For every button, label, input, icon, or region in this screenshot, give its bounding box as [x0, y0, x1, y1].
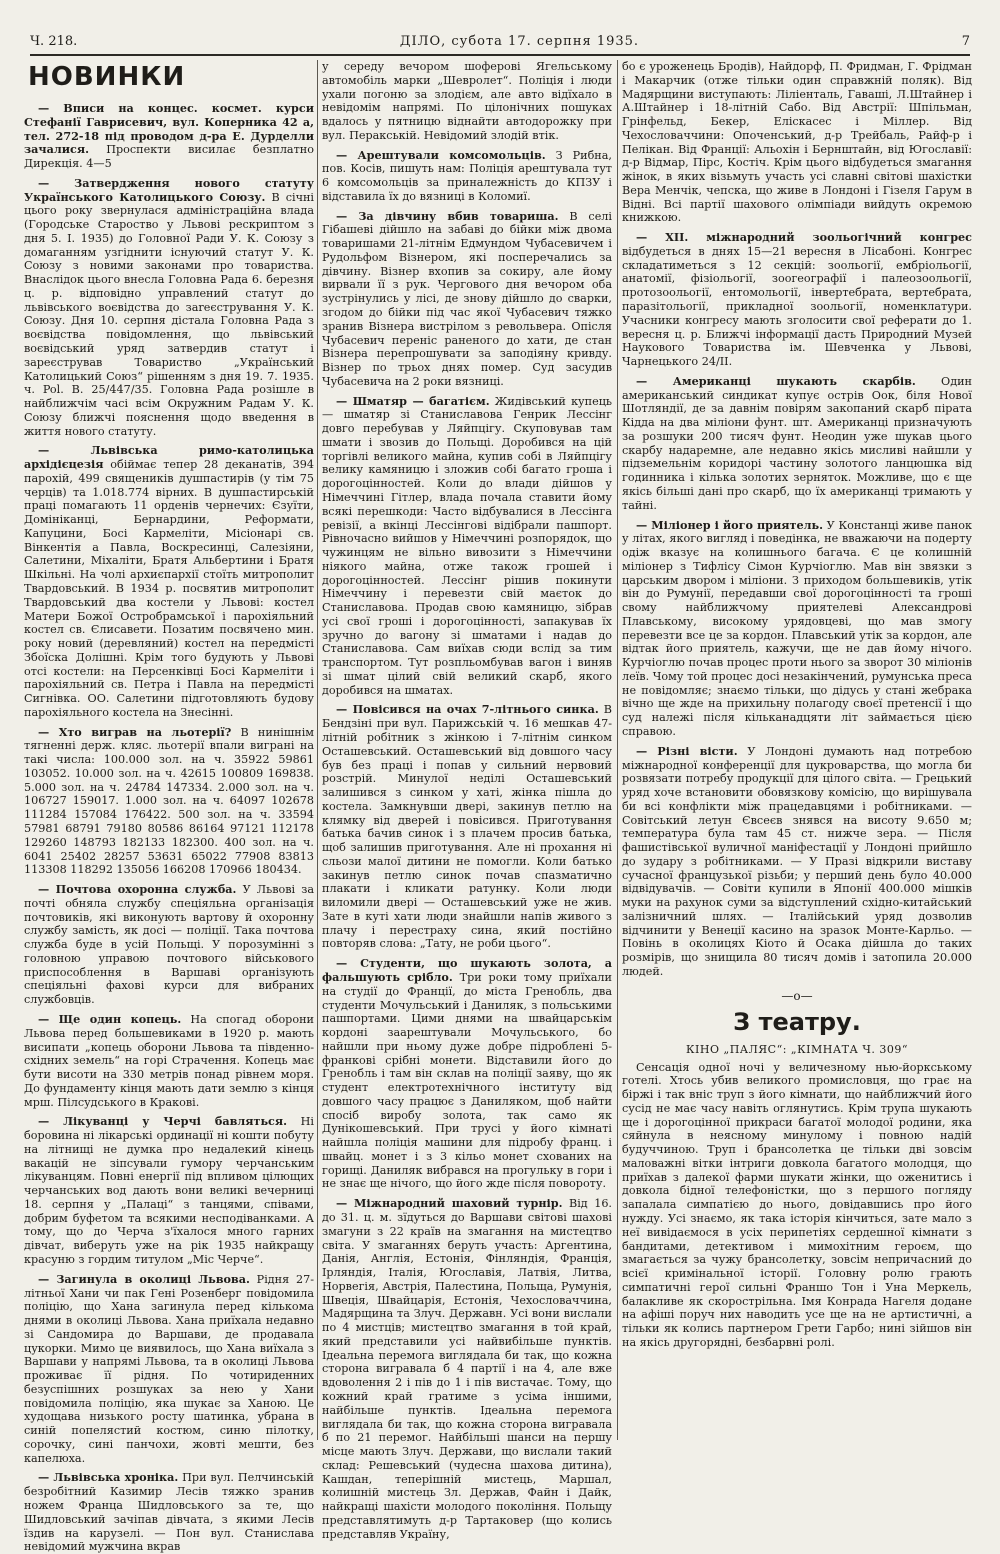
news-item-body: обіймає тепер 28 деканатів, 394 парохій, 499 священиків душпастирів (у тім 75 черців) та 1.018.774 вірних. В душпастирській праці помагають 11 орденів чернечих: Єзуїти, Домініканці, Бернардини, Реформати, Капуцини, Босі Кармеліти, Місіонарі св. Вінкентія а Павла, Воскресинці, Салезіяни, Салетини, Міхаліти, Братя Альбертини і Братя Шкільні. На чолі архиєпархії стоїть митрополит Твардовський. В 1934 р. посвятив митрополит Твардовський два костели у Львові: костел Матери Божої Остробрамської і парохіяльний костел св. Єлисавети. Позатим посвячено мин. року новий (деревляний) костел на передмісті Збоїска Долішні. Крім того будують у Львові отсі костели: на Персенківці Босі Кармеліти і парохіяльний св. Петра і Павла на передмісті Сигнівка. ОО. Салетини підготовляють будову парохіяльного костела на Знесінні.: [24, 458, 314, 719]
news-item-body: бо є уроженець Бродів), Найдорф, П. Фридман, Г. Фрідман і Макарчик (отже тільки один справжній поляк). Від Мадярщини виступають: Ліліенталь, Гаваші, Л.Штайнер і А.Штайнер і 18-літній Сабо. Від Австрії: Шпільман, Грінфельд, Бекер, Еліскасес і Міллер. Від Чехословаччини: Опоченський, д-р Трейбаль, Райф-р і Пелікан. Від Франції: Альохін і Бернштайн, від Югославії: д-р Відмар, Пірс, Костіч. Крім цього відбудеться змагання жінок, в яких візьмуть участь усі славні світові шахістки Вера Менчік, чепска, що живе в Лондоні і Гізеля Гарум в Відні. Всі партії шахового олімпіади вийдуть окремою книжкою.: [622, 60, 972, 225]
news-item-headline: — Міжнародний шаховий турнір.: [336, 1196, 563, 1211]
news-item-body: В січні цього року звернулася адміністраційна влада (Городське Староство у Львові рескриптом з дня 5. І. 1935) до Головної Ради У. К. Союзу з домаганням узгіднити існуючий статут У. К. Союзу з новими законами про товариства. Внаслідок цього внесла Головна Рада 6. березня ц. р. відповідно управлений статут до львівського воєвідства до заreєстрування У. К. Союзу. Дня 10. серпня дістала Головна Рада з воєвідства повідомлення, що львівський воєвідський уряд затвердив статут і зареєстрував Товариство „Український Католицький Союз“ рішенням з дня 19. 7. 1935. ч. Pol. B. 25/447/35. Головна Рада розішле в найближчім часі всім Окружним Радам У. К. Союзу ближчі пояснення щодо введення в життя нового статуту.: [24, 190, 314, 438]
news-item-body: У Львові за почті обняла службу спеціяльна організація почтовиків, які виконують вартову й охоронну службу замість, як досі — поліції. Така почтова служба буде в усій Польщі. У порозумінні з головною управою почтового військового приспособлення в Варшаві організують спеціяльні фахові курси для вибраних службовців.: [24, 883, 314, 1007]
news-item-headline: — Хто виграв на льотерії?: [38, 724, 232, 739]
section-separator: —о—: [781, 988, 813, 1003]
page-number: 7: [961, 33, 970, 49]
news-item: [322, 60, 612, 143]
news-item-body: В селі Гібашеві дійшло на забаві до бійки між двома товаришами 21-літнім Едмундом Чубасевичем і Рудольфом Візнером, які посперечались за дівчину. Візнер вхопив за сокиру, але йому вирвали її з рук. Чергового дня вечором оба зустрінулись у лісі, де знову дійшло до сварки, згодом до бійки під час якої Чубасевич тяжко зранив Візнера вистрілом з револьвера. Опісля Чубасевич переніс раненого до хати, де стан Візнера перепрошувати за заподіяну кривду. Візнер по трьох днях помер. Суд засудив Чубасевича на 2 роки вязниці.: [322, 209, 612, 388]
news-item: [322, 703, 612, 951]
news-item-body: Один американський синдикат купує острів Оок, біля Нової Шотляндії, де за давнім повірям закопаний скарб пірата Кідда на два міліони фунт. шт. Американці призначують за розшуки 200 тисяч фунт. Неодин уже шукав цього скарбу надаремне, але недавно якісь мисливі найшли у підземельнім коридорі частину золотого ланцюшка від годинника і кілька золотих зерняток. Можливе, що є ще якісь більші дані про скарб, що їх американці тримають у тайні.: [622, 374, 973, 512]
column-2: [322, 60, 613, 1541]
news-item-body: Проспекти висилає безплатно Дирекція. 4—5: [24, 143, 314, 171]
news-item-headline: — Різні вісти.: [636, 743, 738, 758]
news-item-body: у середу вечором шоферові Ягельському автомобіль марки „Шевролет“. Поліція і люди ухали погоню за злодієм, але авто відїхало в невідомім напрямі. По цілонічних пошуках вдалось у пятницю віднайти автодорожку при вул. Перакській. Невідомий злодій втік.: [322, 60, 612, 142]
news-item: [322, 957, 612, 1191]
news-item-body: Жидівський купець — шматяр зі Станиславова Генрик Лессінг довго перебував у Ляйпцігу. Скуповував там шмати і звозив до Польщі. Доробився на цій торгівлі великого майна, купив собі в Ляйпцігу велику камяницю і зложив собі багато гроша і дорогоцінностей. Коли до влади дійшов у Німеччині Гітлер, влада почала ставити йому всякі перешкоди: Часто відбувалися в Лессінга ревізії, а вкінці Лессінгові відібрали пашпорт. Рівночасно вийшов у Німеччині розпорядок, що чужинцям не вільно вивозити з Німеччини ніякого майна, отже також грошей і дорогоцінностей. Лессінг рішив покинути Німеччину і перевезти свій маєток до Станиславова. Продав свою камяницю, зібрав усі свої гроші і дорогоцінності, запакував їх зручно до вагону зі шматами і надав до Станиславова. Сам виїхав сюди вслід за тим транспортом. Тут розпльомбував вагон і виняв зі шмат цілий свій великий скарб, якого доробився на шматах.: [322, 394, 613, 697]
theatre-subtitle: КІНО „ПАЛЯС“: „КІМНАТА Ч. 309“: [686, 1043, 908, 1057]
column-3: [622, 60, 972, 1440]
news-item-headline: — Лікуванці у Черчі бавляться.: [38, 1114, 288, 1129]
news-item-headline: — Шматяр — багатієм.: [336, 393, 490, 408]
news-item-headline: — За дівчину вбив товариша.: [336, 208, 559, 223]
masthead-date: ДІЛО, субота 17. серпня 1935.: [399, 33, 640, 49]
news-item-body: У Констанці живе панок у літах, якого вигляд і поведінка, не вважаючи на подерту одіж вказує на колишнього багача. Є це колишній міліонер з Тифлісу Сімон Курчіоглю. Мав він звязки з царським двором і міліони. З приходом большевиків, утік він до Румунії, передавши свої дорогоцінності та гроші свому найближчому приятелеві Александрові Плавському, високому урядовцеві, що мав змогу перевезти все це за кордон. Плавський утік за кордон, але відтак його приятель, кажучи, ще не дав йому нічого. Курчіоглю почав процес проти нього за зворот 30 міліонів леїв. Чому той процес досі незакінчений, румунська преса не повідомляє; знаємо тільки, що дідусь у стані жебрака вічно ще жде на прихильну полагоду своєї претенсії і що суд належі після кільканадцяти літ займається цією справою.: [622, 518, 972, 738]
news-item-body: Три роки тому приїхали на студії до Франції, до міста Гренобль, два студенти Мочульський і Даниляк, з польськими пашпортами. Цими днями на швайцарськім кордоні заарештували Мочульського, бо найшли при ньому дуже добре підроблені 5-франкові срібні монети. Відставили його до Гренобль і там він склав на поліції заяву, що як студент електротехнічного інституту від довшого часу працює з Даниляком, щоб найти спосіб виробу золота, так само як Дунікошевський. При трусі у його кімнаті найшла поліція машини для підробу франц. і швайц. монет і з 3 кільо монет схованих на горищі. Даниляк вибрався на прогульку в гори і не знає ще нічого, що його жде після повороту.: [322, 971, 612, 1191]
theatre-section-title: З театру.: [733, 1007, 861, 1036]
news-item: [24, 102, 314, 171]
news-item: [24, 177, 314, 439]
news-item: [622, 375, 972, 513]
news-item-headline: — Вписи на концес. космет. курси Стефанії Гавриcевич, вул. Коперника 42 а, тел. 272-18 під проводом д-ра Е. Дурделли зачалися.: [24, 100, 314, 157]
news-item-body: В нинішнім тягненні держ. кляс. льотерії впали виграні на такі числа: 100.000 зол. на ч. 35922 59861 103052. 10.000 зол. на ч. 42615 100809 169838. 5.000 зол. на ч. 24784 147334. 2.000 зол. на ч. 106727 159017. 1.000 зол. на ч. 64097 102678 111284 157084 176422. 500 зол. на ч. 33594 57981 68791 79180 80586 86164 97121 112178 129260 148793 182133 182300. 400 зол. на ч. 6041 25402 28257 53631 65022 77908 83813 113308 118292 135056 166208 170966 180434.: [24, 725, 314, 877]
page-header: [30, 28, 970, 56]
news-item: [622, 745, 972, 979]
news-item-headline: — Загинула в околиці Львова.: [38, 1271, 250, 1286]
news-item-headline: — Студенти, що шукають золота, а фальшують срібло.: [322, 956, 612, 984]
news-item: [322, 149, 612, 204]
news-item-body: З Рибна, пов. Косів, пишуть нам: Поліція арештувала тут 6 комсомольців за приналежність до КПЗУ і відставила їх до вязниці в Коломиї.: [322, 148, 612, 203]
news-item-headline: — Американці шукають скарбів.: [636, 373, 916, 388]
column-1: [24, 60, 315, 1554]
news-item: [24, 1273, 314, 1466]
issue-number: Ч. 218.: [30, 33, 78, 49]
news-item: [622, 60, 972, 225]
news-item: [622, 519, 972, 739]
column-divider: [317, 60, 318, 1440]
news-item: [322, 1197, 612, 1541]
news-item-headline: — Львівська хроніка.: [38, 1470, 179, 1485]
news-item: [24, 1471, 314, 1554]
news-item-body: Від 16. до 31. ц. м. зїдуться до Варшави світові шахові змагуни з 22 країв на змагання на мистецтво світа. У змаганнях беруть участь: Аргентина, Данія, Англія, Естонія, Фінляндія, Франція, Ірляндія, Італія, Югославія, Латвія, Литва, Норвегія, Австрія, Палестина, Польща, Румунія, Швеція, Швайцарія, Естонія, Чехословаччина, Мадярщина та Злуч. Державн. Усі вони вислали по 4 мистців; мистецтво змагання в той край, який представили усі найвибільше пунктів. Ідеальна перемога виглядала би так, що кожна сторона вигравала б 4 партії і на 4, але вже вдоволення 2 і пів до 1 і пів вистачає. Тому, що кожний край гратиме з усіма іншими, найбільше пунктів. Ідеальна перемога виглядала би так, що кожна сторона вигравала б по 21 перемог. Найбільші шанси на першу місце мають Злуч. Держави, що вислали такий склад: Решевський (чудесна шахова дитина), Кашдан, теперішній мистець, Маршал, колишній мистець Зл. Держав, Файн і Дайк, найкращі шахісти молодого покоління. Польщу представлятимуть д-р Тартаковер (що колись представляв Україну,: [322, 1197, 612, 1541]
news-item: [322, 210, 612, 389]
news-item-headline: — Львівська римо-католицька архідієцезія: [24, 443, 314, 472]
news-item-headline: — Ще один копець.: [38, 1011, 182, 1026]
news-item: [24, 1013, 314, 1109]
news-item-body: Ні боровина ні лікарські ординації ні кошти побуту на літнищі не думка про недалекий кінець вакацій не зіпсували гумору черчанським лікуванцям. Повні енергії під впливом цілющих черчанських вод дають вони великі вечерниці 18. серпня у „Палаці“ з танцями, співами, добрим буфетом та всякими несподіванками. А тому, що до Черча з'їхалося много гарних дівчат, виберуть уже на рік 1935 найкращу красуню з гордим титулом „Міс Черче“.: [24, 1115, 314, 1266]
news-item-body: відбудеться в днях 15—21 вересня в Лісабоні. Конгрес складатиметься з 12 секцій: зоольогії, ембріольогії, анатомії, фізіольогії, зоогеографії і палеозоольогії, протозоольогії, ентомольогії, інвертебрата, вертебрата, паразітольогії, прикладної зоольогії, номенклатури. Учасники конгресу мають зголосити свої реферати до 1. вересня ц. р. Ближчі інформації дасть Природний Музей Наукового Товариства ім. Шевченка у Львові, Чарнецького 24/ІІ.: [622, 244, 972, 369]
news-item-body: В Бендзіні при вул. Парижській ч. 16 мешкав 47-літній робітник з жінкою і 7-літнім синком Осташевський. Осташевський від довшого часу був без праці і попав у сильний нервовий розстрій. Минулої неділі Осташевський залишився з синком у хаті, жінка пішла до костела. Замкнувши двері, закинув петлю на клямку від дверей і повісився. Приготування батька бачив синок і з плачем просив батька, щоб залишив приготування. Але ні прохання ні сльози малої дитини не помогли. Коли батько закинув петлю синок почав спазматично плакати і кликати ратунку. Коли люди виломили двері — Осташевський уже не жив. Зате в куті хати люди знайшли напів живого з плачу і перестраху сина, який постійно повторяв слова: „Тату, не роби цього“.: [322, 703, 613, 951]
news-item-headline: — Арештували комсомольців.: [336, 147, 546, 162]
news-item-body: У Лондоні думають над потребою міжнародної конференції для цукроварства, що могла би розвязати потребу продукції для цілого світа. — Грецький уряд хоче встановити обовязкову комісію, що вирішувала би всі конфлікти між працедавцями і робітниками. — Совітський летун Євсеєв знявся на висоту 9.650 м; температура була там 45 ст. нижче зера. — Після фашистівської вуличної маніфестації у Лондоні прийшло до зудару з робітниками. — У Празі відкрили виставу сучасної французької різьби; у перший день було 40.000 відвідувачів. — Совіти купили в Японії 400.000 мішків муки на рахунок суми за відступлений східно-китайський залізничний шлях. — Італійський уряд дозволив відчинити у Венеції касино на зразок Монте-Карльо. — Повінь в околицях Кіото й Осака дійшла до таких розмірів, що знищила 80 тисяч домів і затопила 20.000 людей.: [622, 744, 972, 978]
news-item: [622, 231, 972, 369]
news-item-body: При вул. Пелчинській безробітний Казимир Лесів тяжко зранив ножем Франца Шидловського за те, що Шидловський зачіпав дівчата, з якими Лесів їздив на карузелі. — Пон вул. Станиcлава невідомий мужчина вкрав: [24, 1471, 315, 1554]
news-item-headline: — Повісився на очах 7-літнього синка.: [336, 702, 599, 717]
column-divider: [617, 60, 618, 1440]
news-item: [24, 883, 314, 1007]
news-item: [24, 444, 314, 719]
section-title: НОВИНКИ: [28, 62, 186, 92]
news-item-headline: — Почтова охоронна служба.: [38, 882, 237, 897]
news-item: [24, 726, 314, 877]
news-item-headline: — Затвердження нового статуту Українського Католицького Союзу.: [24, 175, 314, 204]
news-item-body: На спогад оборони Львова перед большевиками в 1920 р. мають висипати „копець оборони Львова та південно-східних земель“ на горі Страчення. Копець має бути висоти на 330 метрів понад рівнем моря. До фундаменту кінця мають дати землю з кінця мрш. Пілсудського в Кракові.: [24, 1012, 314, 1109]
theatre-review: Сенсація одної ночі у величезному нью-йоркському готелі. Хтось убив великого промисловця, що грає на біржі і так вніс труп з його кімнати, що найближчий його сусід не має часу навіть оглянутись. Крім трупа шукають ще і дорогоцінної прикраси багатої молодої родини, яка сяйнула в неясному минулому і повною надій будуччиною. Труп і брансолетка це тільки дві зовсім маловажні вітки інтриги довкола багатого молодця, що приїхав з далекої фарми шукати жінки, що оженитись і довкола бідної телефоністки, що з першого погляду запалала симпатією до нього, довідавшись про його нужду. Усі знаємо, як така історія кінчиться, зате мало з неї вивідаємося в усіх перипетіях сердешної кімнати з бандитами, детективом і мимохітним героєм, що змагається за чужу брансолетку, зовсім непричасний до всієї кримінальної історії. Головну ролю грають симпатичні герої сильні Франшо Тон і Уна Меркель, балакливе як скорострільна. Імя Конрада Нагеля додане на афіші поруч них наводить усе ще на не артистичні, а тільки як колись партнером Грети Гарбо; нині зійшов він на якісь другорядні, безбарвні ролі.: [622, 1060, 972, 1349]
news-item: [24, 1115, 314, 1266]
news-item: [322, 395, 612, 698]
news-item-headline: — Міліонер і його приятель.: [636, 517, 823, 532]
news-item-headline: — XII. міжнародний зоольогічний конгрес: [636, 230, 972, 245]
news-item-body: Рідня 27-літньої Хани чи пак Гені Розенберг повідомила поліцію, що Хана загинула перед кількома днями в околиці Львова. Хана приїхала недавно зі Сандомира до Варшави, де продавала цукорки. Мимо це виявилось, що Хана виїхала з Варшави у напрямі Львова, та в околиці Львова проживає її рідня. По чотириденних безуспішних розшуках за нею у Хани повідомила поліцію, яка шукає за Ханою. Це худощава низького росту шатинка, убрана в синій попелястий костюм, синю пілотку, сорочку, сині панчохи, жовті мешти, без капелюха.: [24, 1272, 315, 1465]
